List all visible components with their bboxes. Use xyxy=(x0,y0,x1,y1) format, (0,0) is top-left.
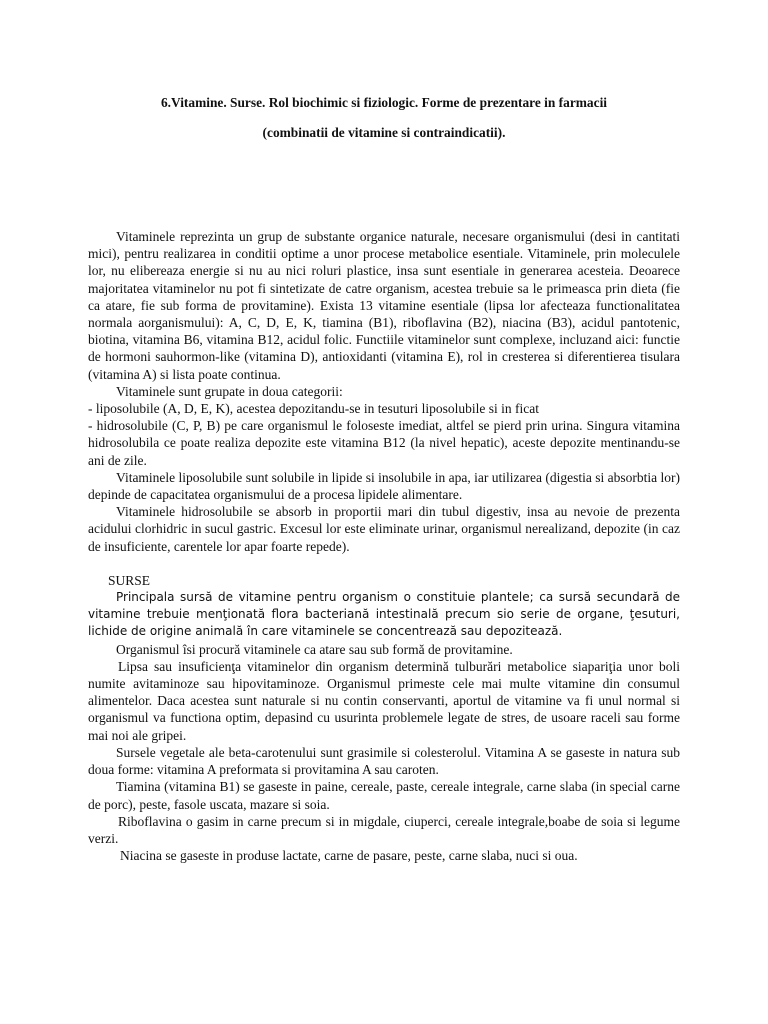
section-spacer xyxy=(88,555,680,572)
paragraph-surse-beta-caroten: Sursele vegetale ale beta-carotenului sunt grasimile si colesterolul. Vitamina A se gaseste in natura sub doua forme: vitamina A preformata si provitamina A sau caroten. xyxy=(88,744,680,778)
document-title-line1: 6.Vitamine. Surse. Rol biochimic si fiziologic. Forme de prezentare in farmacii xyxy=(160,95,608,110)
paragraph-surse-riboflavina: Riboflavina o gasim in carne precum si in migdale, ciuperci, cereale integrale,boabe de soia si legume verzi. xyxy=(88,813,680,846)
section-heading-surse: SURSE xyxy=(108,572,151,588)
document-page xyxy=(88,88,680,864)
paragraph-hidrosolubile: Vitaminele hidrosolubile se absorb in proportii mari din tubul digestiv, insa au nevoie de prezenta acidului clorhidric in sucul gastric. Excesul lor este eliminate urinar, organismul nerealizand, depozite (in caz de insuficiente, carentele lor apar foarte repede). xyxy=(88,504,680,554)
paragraph-intro: Vitaminele reprezinta un grup de substante organice naturale, necesare organismului (desi in cantitati mici), pentru realizarea in conditii optime a unor procese metabolice esentiale. Vitaminele, prin moleculele lor, nu elibereaza energie si nu au nici roluri plastice, insa sunt esentiale in generarea acesteia. Deoarece majoritatea vitaminelor nu pot fi sintetizate de catre organism, acestea trebuie sa le primeasca prin dieta (fie ca atare, fie sub forma de provitamine). Exista 13 vitamine esentiale (lipsa lor afecteaza functionalitatea normala aorganismului): A, C, D, E, K, tiamina (B1), riboflavina (B2), niacina (B3), acidul pantotenic, biotina, vitamina B6, vitamina B12, acidul folic. Functiile vitaminelor sunt complexe, incluzand aici: functie de hormoni sauhormon-like (vitamina D), antioxidanti (vitamina E), rol in cresterea si diferentierea tisulara (vitamina A) si lista poate continua. xyxy=(88,229,680,382)
paragraph-surse-principala: Principala sursă de vitamine pentru organism o constituie plantele; ca sursă secundară de vitamine trebuie menţionată flora bacteriană intestinală precum sio serie de organe, ţesuturi, lichide de origine animală în care vitaminele se concentrează sau depozitează. xyxy=(88,590,680,639)
paragraph-categories: Vitaminele sunt grupate in doua categorii: xyxy=(116,383,343,399)
document-title-line2: (combinatii de vitamine si contraindicatii). xyxy=(262,125,506,140)
document-body xyxy=(88,228,680,864)
paragraph-surse-avitaminoze: Lipsa sau insuficienţa vitaminelor din organism determină tulburări metabolice siapariţia unor boli numite avitaminoze sau hipovitaminoze. Organismul primeste cele mai multe vitamine din consumul alimentelor. Daca acestea sunt naturale si nu contin conservanti, aportul de vitamine va fi unul normal si organismul va functiona optim, depasind cu usurinta problemele legate de stres, de usoare raceli sau forme mai noi ale gripei. xyxy=(88,658,680,743)
paragraph-surse-tiamina: Tiamina (vitamina B1) se gaseste in paine, cereale, paste, cereale integrale, carne slaba (in special carne de porc), peste, fasole uscata, mazare si soia. xyxy=(88,779,680,812)
paragraph-surse-niacina: Niacina se gaseste in produse lactate, carne de pasare, peste, carne slaba, nuci si oua. xyxy=(120,848,578,864)
list-item-liposolubile: - liposolubile (A, D, E, K), acestea depozitandu-se in tesuturi liposolubile si in ficat xyxy=(88,401,540,417)
paragraph-surse-provitamine: Organismul îsi procură vitaminele ca atare sau sub formă de provitamine. xyxy=(116,641,513,657)
paragraph-liposolubile: Vitaminele liposolubile sunt solubile in lipide si insolubile in apa, iar utilizarea (digestia si absorbtia lor) depinde de capacitatea organismului de a procesa lipidele alimentare. xyxy=(88,469,680,503)
list-item-hidrosolubile: - hidrosolubile (C, P, B) pe care organismul le foloseste imediat, altfel se pierd prin urina. Singura vitamina hidrosolubila ce poate realiza depozite este vitamina B12 (la nivel hepatic), aceste depozite mentinandu-se ani de zile. xyxy=(88,418,680,468)
